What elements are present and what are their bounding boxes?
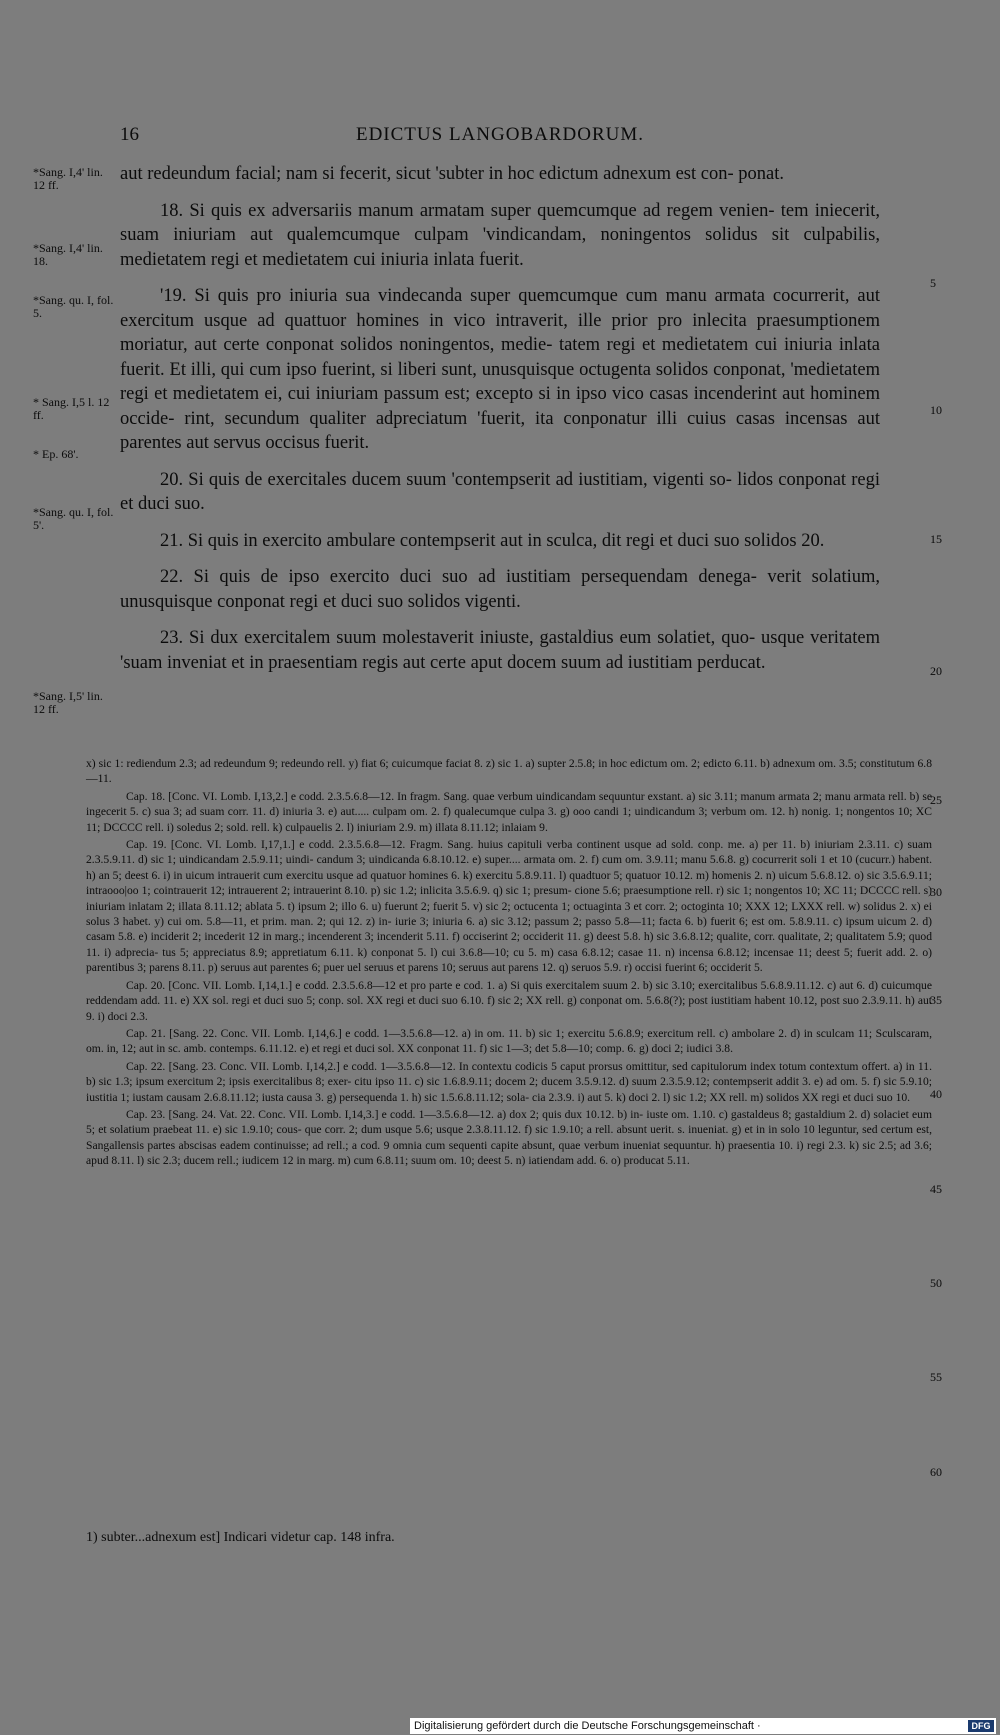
note: x) sic 1: rediendum 2.3; ad redeundum 9; redeundo rell. y) fiat 6; cuicumque faciat 8. z) sic 1. a) supter 2.5.8; in hoc edictum om. 2; edicto 6.11. b) adnexum om. 3.5; constitutum 6.8—11. [86,757,932,786]
margin-note: *Sang. I,4' lin. 18. [33,241,103,268]
paragraph-18: 18. Si quis ex adversariis manum armatam super quemcumque ad regem venien- tem iniecerit, suam iniuriam aut qualemcumque culpam 'vindicandam, noningentos solidus sit culpabilis, medietatem regi et medietatem cui iniuria inlata fuerit. [120,200,880,270]
paragraph-19: '19. Si quis pro iniuria sua vindecanda super quemcumque cum manu armata cocurrerit, aut exercitum usque ad quattuor homines in vico intraverit, ille prior pro inlecita praesumptionem moriatur, aut certe conponat solidos noningentos, medie- tatem regi et medietatem cui iniuria inlata fuerit. Et illi, qui cum ipso fuerint, si liberi sunt, unusquisque octugenta solidos conponat, 'medietatem regi et medietatem ei, cui iniuriam passum est; excepto si in ipso vico casas incenderint aut hominem occide- rint, secundum qualiter adpreciatum 'fuerit, ita conponatur illi cuius casas incensas aut parentes aut servus occisus fuerit. [120,286,880,453]
paragraph-20: 20. Si quis de exercitales ducem suum 'contempserit ad iustitiam, vigenti so- lidos conponat regi et duci suo. [120,469,880,514]
note-cap-23: Cap. 23. [Sang. 24. Vat. 22. Conc. VII. Lomb. I,14,3.] e codd. 1—3.5.6.8—12. a) dox 2; quis dux 10.12. b) in- iuste om. 1.10. c) gastaldeus 8; gastaldium 2. d) solaciet eum 5; et solatium praebeat 11. e) sic 1.9.10; cous- que corr. 2; dum usque 5.6; usque 2.3.8.11.12. f) sic 1.9.10; a rell. absunt uerit. s. inueniat. g) et in in solo 10 leguntur, sed certum est, Sangallensis partes abscisas eadem continuisse; ad rell.; a cod. 9 omnia cum sequenti capite absunt, quae verbum inueniat sequuntur. h) praesentia 10. i) regi 2.3. k) sic 2.5; ad 3.6; apud 8.11. l) sic 2.3; ducem rell.; iudicem 12 in marg. m) cum 6.8.11; suum om. 10; deest 5. n) iatiendam add. 6. o) producat 5.11. [86,1107,932,1168]
paragraph-23: 23. Si dux exercitalem suum molestaverit iniuste, gastaldius eum solatiet, quo- usque veritatem 'suam inveniat et in praesentiam regis aut certe aput docem suum ad iustitiam perducat. [120,628,880,673]
footnote: 1) subter...adnexum est] Indicari videtur cap. 148 infra. [86,1530,395,1545]
line-number: 30 [930,885,942,899]
critical-apparatus [86,756,932,1171]
running-title: EDICTUS LANGOBARDORUM. [355,124,644,145]
line-number: 10 [930,403,942,417]
dfg-logo: DFG [968,1720,994,1732]
page-header [120,124,880,148]
note-cap-19: Cap. 19. [Conc. VI. Lomb. I,17,1.] e codd. 2.3.5.6.8—12. Fragm. Sang. huius capituli verba continent usque ad sold. conp. me. a) per 11. b) iniuriam 2.3.11. c) suam 2.3.5.9.11. d) sic 1; uindicandam 2.5.9.11; uindi- candum 3; uindicanda 6.8.10.12. e) super.... armata om. 2. f) cum om. 3.9.11; manu 5.6.8. g) cocurrerit soli 1 et 10 (cucurr.) habent. h) an 5; deest 6. i) in uicum intrauerit cum exercitu usque ad quatuor homines 6. k) exercitu 5.8.9.11. l) quadtuor 5; quatuor 10.12. m) homenis 2. n) uicum 5.6.8.12. o) sic 3.5.6.9.11; intraooo|oo 1; cointrauerit 12; intrauerent 2; intrauerint 8.10. p) sic 1.2; inlicita 3.5.6.9. q) sic 1; presum- cione 5.6; praesumptione rell. r) sic 1; nongentos 10; XC 11; DCCCC rell. s) iniuriam inlatam 2; illata 8.11.12; ablata 5. t) ipsum 2; illo 6. u) fuerunt 2; fuerit 5. v) sic 2; octucenta 1; octuaginta 3 et corr. 2; octoginta 10; XXX 12; LXXX rell. w) solidus 2. x) ei solus 3 habet. y) cui om. 5.8—11, et prim. man. 2; qui 12. z) in- iurie 3; iniuria 6. a) sic 3.12; passum 2; passo 5.8—11; facta 6. b) fuerit 6; est om. 5.8.9.11. c) ipsum uicum 2. d) casam 5.8. e) inciderit 2; incederit 12 in marg.; incenderent 3; incenderit 5.11. f) occiserint 2; occiderit 11. g) deest 5.8. h) sic 3.6.8.12; qualite, corr. qualitate, 2; qualitatem 5.9; quod 11. i) adprecia- tus 5; appreciatus 8.9; appretiatum 6.11. k) conponat 5. l) cui 3.6.8—10; cu 5. m) casa 6.8.12; casae 11. n) incensa 6.8.12; incensae 11; deest 5; fuerit add. 2. o) parentibus 3; parens 8.11. p) seruus aut parentes 6; puer uel seruus et parens 10; seruus aut parens 12. q) seruos 5.9. r) occisi fuerint 6; occiderit 5. [86,838,932,975]
margin-note: *Sang. I,4' lin. 12 ff. [33,165,103,192]
note-cap-22: Cap. 22. [Sang. 23. Conc. VII. Lomb. I,14,2.] e codd. 1—3.5.6.8—12. In contextu codicis 5 caput prorsus omittitur, sed capitulorum index totum contextum offert. a) in 11. b) sic 1.3; ipsum exercitum 2; ipsis exercitalibus 8; exer- citu ipso 11. c) sic 1.6.8.9.11; docem 2; ducem 3.5.9.12. d) suum 2.3.5.9.12; contempserit addit 3. e) ad om. 5. f) sic 5.9.10; iustitia 1; iustam causam 2.6.8.11.12; iusta causa 3. g) persequenda 1. h) sic 1.5.6.8.11.12; sola- cia 2.3.9. i) aut 5. k) doci 2. l) sic 1.2; XX rell. m) solidos XX regi et duci suo 10. [86,1059,932,1104]
main-text [120,162,880,687]
margin-note: *Sang. qu. I, fol. 5. [33,293,114,320]
line-number: 60 [930,1465,942,1479]
digitization-footer [410,1718,996,1734]
line-number: 50 [930,1276,942,1290]
margin-note: *Sang. I,5' lin. 12 ff. [33,689,103,716]
line-number: 25 [930,793,942,807]
line-number: 35 [930,993,942,1007]
margin-note: * Ep. 68'. [33,447,79,461]
margin-note: * Sang. I,5 l. 12 ff. [33,395,110,422]
note-cap-21: Cap. 21. [Sang. 22. Conc. VII. Lomb. I,14,6.] e codd. 1—3.5.6.8—12. a) in om. 11. b) sic 1; exercitu 5.6.8.9; exercitum rell. c) ambolare 2. d) in sculcam 11; Sculscaram, om. in, 12; aut in sc. amb. contemps. 6.11.12. e) et regi et duci sol. XX conponat 11. f) sic 1—3; det 5.8—10; comp. 6. g) doci 2; iudici 3.8. [86,1026,932,1056]
line-number: 45 [930,1182,942,1196]
paragraph-22: 22. Si quis de ipso exercito duci suo ad iustitiam persequendam denega- verit solatium, unusquisque conponat regi et duci suo solidos vigenti. [120,567,880,612]
paragraph: aut redeundum facial; nam si fecerit, sicut 'subter in hoc edictum adnexum est con- ponat. [120,164,784,184]
line-number: 55 [930,1370,942,1384]
note-cap-20: Cap. 20. [Conc. VII. Lomb. I,14,1.] e codd. 2.3.5.6.8—12 et pro parte e cod. 1. a) Si quis exercitalem suum 2. b) sic 3.10; exercitalibus 5.6.8.9.11.12. c) aut 6. d) cuicumque reddendam add. 11. e) XX sol. regi et duci suo 5; conp. sol. XX regi et duci suo 6.10. f) sic 2; XX rell. g) conponat om. 5.6.8(?); post iustitiam habent 10.12, post suo 2.3.9.11. h) aut 9. i) doci 2.3. [86,978,932,1023]
paragraph-21: 21. Si quis in exercito ambulare contempserit aut in sculca, dit regi et duci suo solidos 20. [160,530,825,551]
footer-text: Digitalisierung gefördert durch die Deutsche Forschungsgemeinschaft · [414,1720,761,1732]
line-number: 20 [930,664,942,678]
page-number: 16 [120,124,139,145]
line-number: 15 [930,532,942,546]
margin-note: *Sang. qu. I, fol. 5'. [33,505,114,532]
line-number: 5 [930,276,936,290]
note-cap-18: Cap. 18. [Conc. VI. Lomb. I,13,2.] e codd. 2.3.5.6.8—12. In fragm. Sang. quae verbum uindicandam sequuntur exstant. a) sic 3.11; manum armata 2; manu armata rell. b) se ingecerit 5. c) sua 3; ad suam corr. 11. d) iniuria 3. e) aut..... culpam om. 2. f) qualecumque culpa 3. g) ooo candi 1; uindicandum 3; verbum om. 12. h) nonig. 1; nongentos 10; XC 11; DCCCC rell. i) soledus 2; sold. rell. k) culpauelis 2. l) iniuriam 2.9. m) illata 8.11.12; inlaiam 9. [86,789,932,834]
line-number: 40 [930,1087,942,1101]
